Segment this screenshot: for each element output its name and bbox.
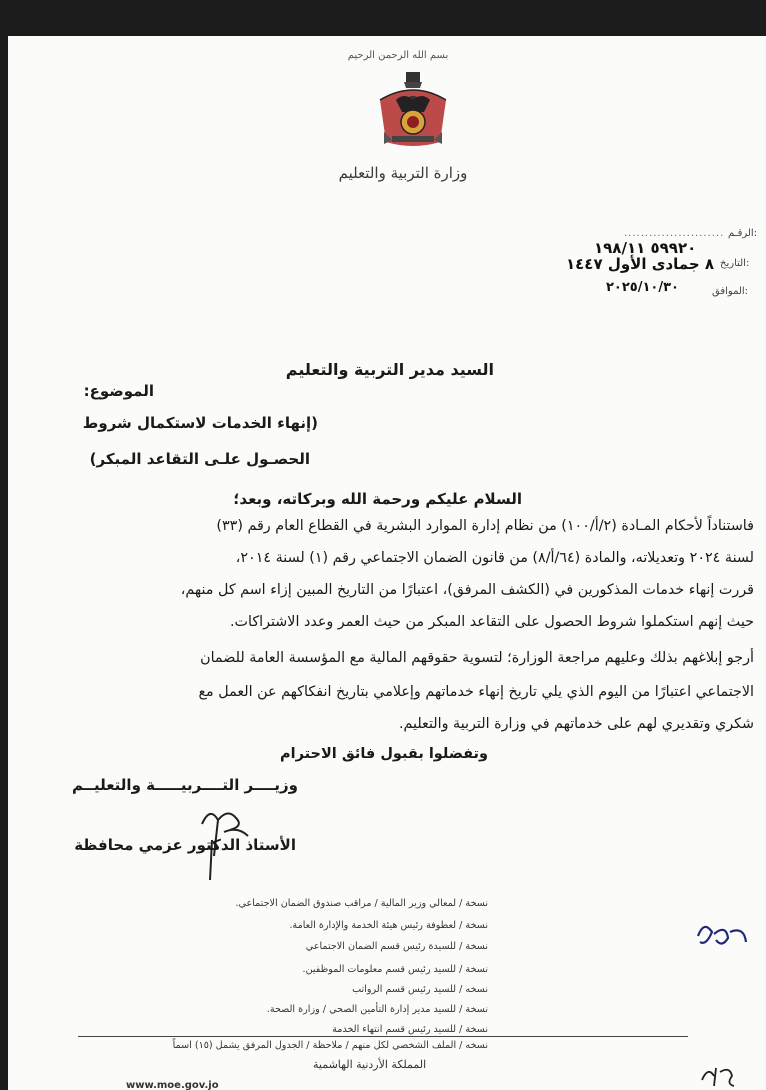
subject-line-1: (إنهاء الخدمات لاستكمال شروط — [82, 414, 318, 432]
jordan-coat-of-arms-emblem — [370, 70, 456, 150]
minister-name: الأستاذ الدكتور عزمي محافظة — [74, 836, 296, 854]
ministry-name: وزارة التربية والتعليم — [338, 164, 468, 182]
body-line: حيث إنهم استكملوا شروط الحصول على التقاعد المبكر من حيث العمر وعدد الاشتراكات. — [229, 614, 754, 630]
reference-dots: ........................ — [624, 228, 725, 239]
cc-item: نسخة / لعطوفة رئيس هيئة الخدمة والإدارة العامة. — [289, 920, 488, 931]
closing-salutation: وتفضلوا بقبول فائق الاحترام — [280, 746, 488, 762]
greeting: السلام عليكم ورحمة الله وبركاته، وبعد؛ — [233, 490, 522, 508]
kingdom-name: المملكة الأردنية الهاشمية — [313, 1058, 427, 1071]
basmala-calligraphy: بسم الله الرحمن الرحيم — [347, 50, 449, 61]
letter-page — [8, 36, 766, 1090]
minister-title: وزيــــر التــــربيـــــة والتعليــم — [71, 776, 298, 794]
body-line: فاستناداً لأحكام المـادة (٢/أ/١٠٠) من نظام إدارة الموارد البشرية في القطاع العام رقم (٣٣) — [216, 518, 754, 534]
body-line: قررت إنهاء خدمات المذكورين في (الكشف المرفق)، اعتبارًا من التاريخ المبين إزاء اسم كل منهم، — [180, 582, 754, 598]
gregorian-date: ٢٠٢٥/١٠/٣٠ — [606, 280, 679, 295]
cc-item: نسخه / للسيد رئيس قسم الرواتب — [352, 984, 488, 995]
cc-item: نسخة / للسيد رئيس قسم انتهاء الخدمة — [332, 1024, 488, 1035]
cc-item: نسخة / للسيد رئيس قسم معلومات الموظفين. — [302, 964, 488, 975]
cc-item: نسخه / الملف الشخصي لكل منهم / ملاحظة / الجدول المرفق يشمل (١٥) اسماً — [172, 1040, 488, 1051]
cc-item: نسخة / لمعالي وزير المالية / مراقب صندوق الضمان الاجتماعي. — [235, 898, 488, 909]
handwritten-initials-mark — [692, 916, 752, 956]
body-line: لسنة ٢٠٢٤ وتعديلاته، والمادة (٦٤/أ/٨) من قانون الضمان الاجتماعي رقم (١) لسنة ٢٠١٤، — [235, 550, 754, 566]
body-line: أرجو إبلاغهم بذلك وعليهم مراجعة الوزارة؛ لتسوية حقوقهم المالية مع المؤسسة العامة للضمان — [200, 650, 754, 666]
cc-item: نسخة / للسيدة رئيس قسم الضمان الاجتماعي — [305, 941, 488, 952]
website-link[interactable]: www.moe.gov.jo — [126, 1080, 219, 1090]
handwritten-note-mark — [698, 1062, 748, 1090]
reference-number: ٥٩٩٢٠ ١٩٨/١١ — [594, 239, 697, 257]
date-label: التاريخ: — [720, 258, 750, 269]
gregorian-date-label: الموافق: — [712, 286, 749, 297]
subject-line-2: الحصـول علـى التقاعد المبكر) — [89, 450, 310, 468]
cc-item: نسخة / للسيد مدير إدارة التأمين الصحي / وزارة الصحة. — [266, 1004, 488, 1015]
subject-label: الموضوع: — [83, 382, 154, 400]
hijri-date: ٨ جمادى الأول ١٤٤٧ — [566, 255, 715, 273]
body-line: الاجتماعي اعتبارًا من اليوم الذي يلي تاريخ إنهاء خدماتهم وإعلامي بتاريخ انفكاكهم عن العمل مع — [198, 684, 754, 700]
body-line: شكري وتقديري لهم على خدماتهم في وزارة التربية والتعليم. — [398, 716, 754, 732]
footer-divider — [78, 1036, 688, 1037]
reference-label: الرقـم: — [728, 228, 758, 239]
addressee: السيد مدير التربية والتعليم — [285, 360, 494, 379]
